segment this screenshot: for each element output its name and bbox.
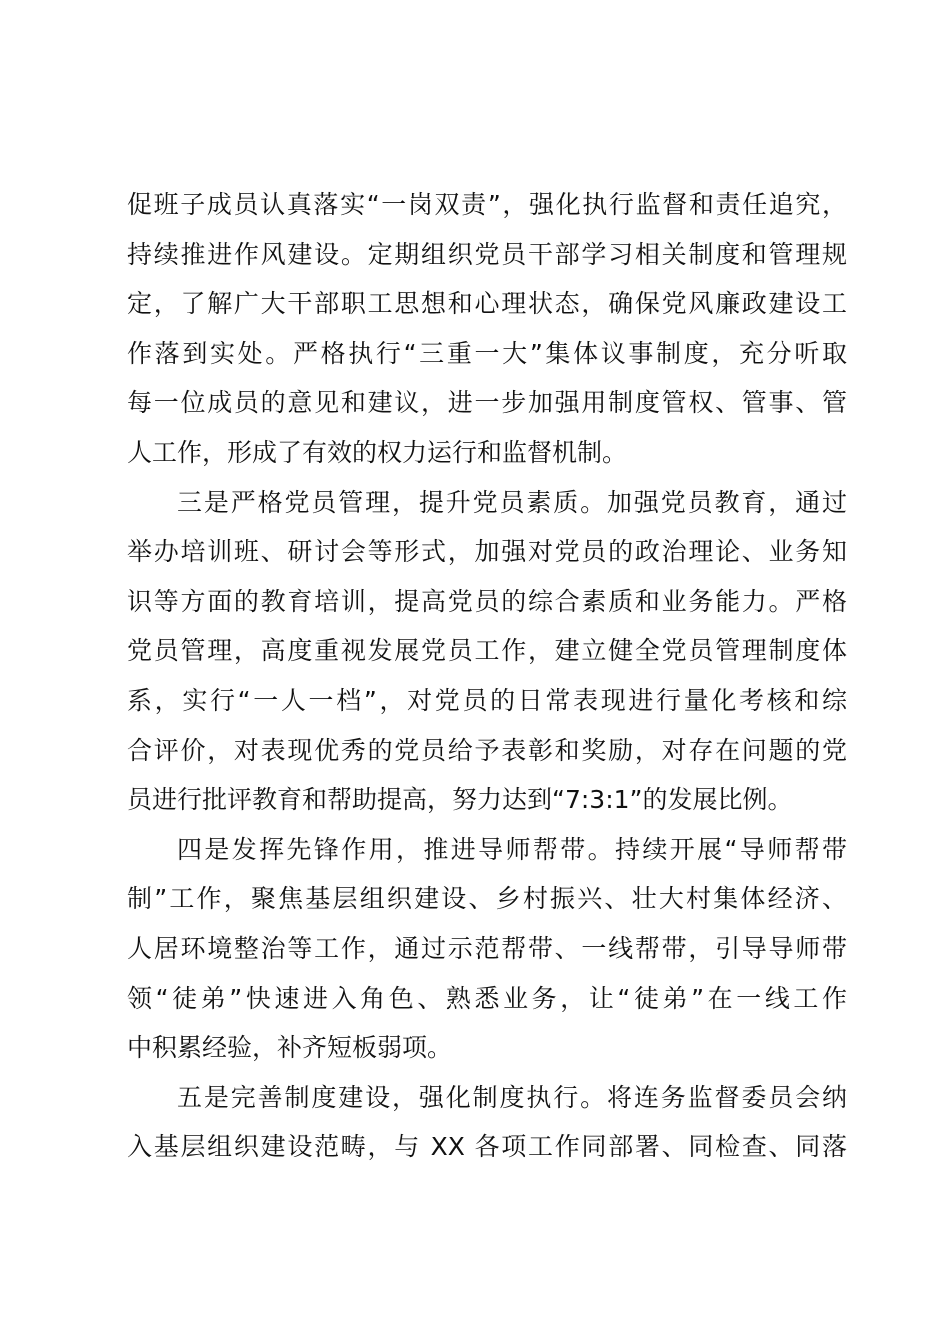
document-body: [127, 180, 847, 1172]
paragraph-party-member-management: [127, 478, 847, 825]
paragraph-responsibility-supervision: [127, 180, 847, 478]
text-line: 作落到实处。严格执行“三重一大”集体议事制度，充分听取: [127, 338, 847, 368]
text-line: 三是严格党员管理，提升党员素质。加强党员教育，通过: [177, 487, 847, 517]
text-line: 定，了解广大干部职工思想和心理状态，确保党风廉政建设工: [127, 289, 847, 319]
text-line: 员进行批评教育和帮助提高，努力达到“7:3:1”的发展比例。: [127, 785, 793, 815]
text-line: 人工作，形成了有效的权力运行和监督机制。: [127, 437, 628, 467]
text-line: 举办培训班、研讨会等形式，加强对党员的政治理论、业务知: [127, 537, 847, 567]
text-line: 党员管理，高度重视发展党员工作，建立健全党员管理制度体: [127, 636, 847, 666]
paragraph-institution-building: [127, 1073, 847, 1172]
text-line: 持续推进作风建设。定期组织党员干部学习相关制度和管理规: [127, 239, 847, 269]
text-line: 入基层组织建设范畴，与 XX 各项工作同部署、同检查、同落: [127, 1132, 847, 1162]
text-line: 系，实行“一人一档”，对党员的日常表现进行量化考核和综: [127, 685, 847, 715]
text-line: 制”工作，聚焦基层组织建设、乡村振兴、壮大村集体经济、: [127, 884, 847, 914]
text-line: 中积累经验，补齐短板弱项。: [127, 1033, 453, 1063]
text-line: 每一位成员的意见和建议，进一步加强用制度管权、管事、管: [127, 388, 847, 418]
text-line: 四是发挥先锋作用，推进导师帮带。持续开展“导师帮带: [177, 834, 847, 864]
text-line: 领“徒弟”快速进入角色、熟悉业务，让“徒弟”在一线工作: [127, 983, 847, 1013]
text-line: 人居环境整治等工作，通过示范帮带、一线帮带，引导导师带: [127, 933, 847, 963]
text-line: 促班子成员认真落实“一岗双责”，强化执行监督和责任追究，: [127, 190, 847, 219]
text-line: 识等方面的教育培训，提高党员的综合素质和业务能力。严格: [127, 586, 847, 616]
paragraph-mentoring: [127, 825, 847, 1073]
text-line: 合评价，对表现优秀的党员给予表彰和奖励，对存在问题的党: [127, 735, 847, 765]
text-line: 五是完善制度建设，强化制度执行。将连务监督委员会纳: [177, 1082, 847, 1112]
